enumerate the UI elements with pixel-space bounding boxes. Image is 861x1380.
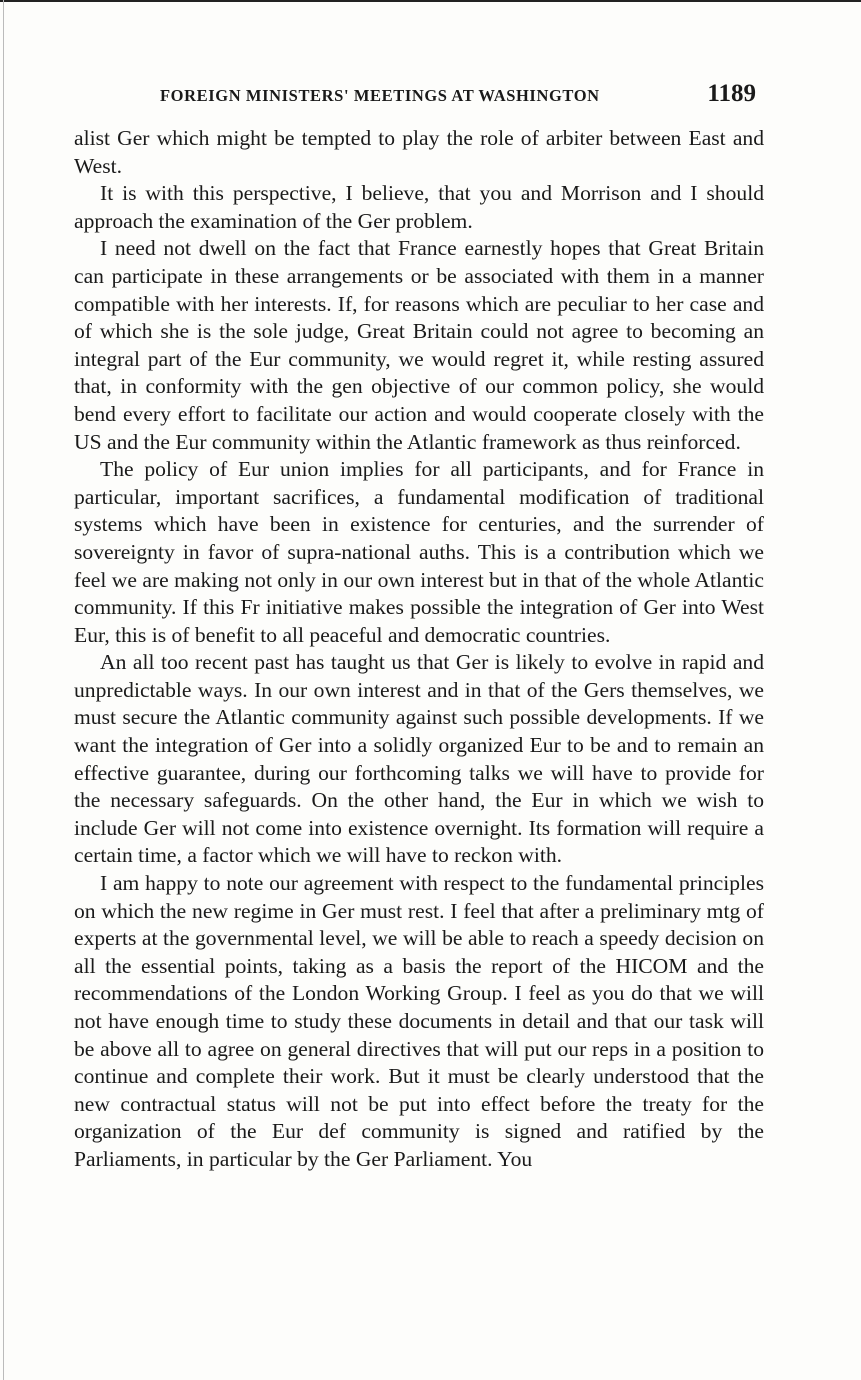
page-left-edge: [3, 0, 4, 1380]
page-header: [160, 80, 760, 114]
running-head: FOREIGN MINISTERS' MEETINGS AT WASHINGTON: [160, 86, 600, 105]
paragraph: It is with this perspective, I believe, that you and Morrison and I should approach the examination of the Ger problem.: [74, 181, 764, 233]
paragraph: An all too recent past has taught us that Ger is likely to evolve in rapid and unpredictable ways. In our own interest and in that of the Gers themselves, we must secure the Atlantic community against such possible developments. If we want the integration of Ger into a solidly organized Eur to be and to remain an effective guarantee, during our forthcoming talks we will have to provide for the necessary safeguards. On the other hand, the Eur in which we wish to include Ger will not come into existence overnight. Its formation will require a certain time, a factor which we will have to reckon with.: [74, 650, 764, 868]
paragraph: I need not dwell on the fact that France earnestly hopes that Great Britain can participate in these arrangements or be associated with them in a manner compatible with her interests. If, for reasons which are peculiar to her case and of which she is the sole judge, Great Britain could not agree to becoming an integral part of the Eur community, we would regret it, while resting assured that, in conformity with the gen objective of our common policy, she would bend every effort to facilitate our action and would cooperate closely with the US and the Eur community within the Atlantic framework as thus reinforced.: [74, 236, 764, 454]
page-number: 1189: [707, 80, 756, 107]
paragraph-continuation: alist Ger which might be tempted to play the role of arbiter between East and West.: [74, 126, 764, 178]
paragraph: The policy of Eur union implies for all participants, and for France in particular, important sacrifices, a fundamental modification of traditional systems which have been in existence for centuries, and the surrender of sovereignty in favor of supra-national auths. This is a contribution which we feel we are making not only in our own interest but in that of the whole Atlantic community. If this Fr initiative makes possible the integration of Ger into West Eur, this is of benefit to all peaceful and democratic countries.: [74, 457, 764, 647]
page-top-edge: [0, 0, 861, 2]
paragraph: I am happy to note our agreement with respect to the fundamental principles on which the new regime in Ger must rest. I feel that after a preliminary mtg of experts at the governmental level, we will be able to reach a speedy decision on all the essential points, taking as a basis the report of the HICOM and the recommendations of the London Working Group. I feel as you do that we will not have enough time to study these documents in detail and that our task will be above all to agree on general directives that will put our reps in a position to continue and complete their work. But it must be clearly understood that the new contractual status will not be put into effect before the treaty for the organization of the Eur def community is signed and ratified by the Parliaments, in particular by the Ger Parliament. You: [74, 871, 764, 1171]
body-text: [74, 125, 764, 1174]
